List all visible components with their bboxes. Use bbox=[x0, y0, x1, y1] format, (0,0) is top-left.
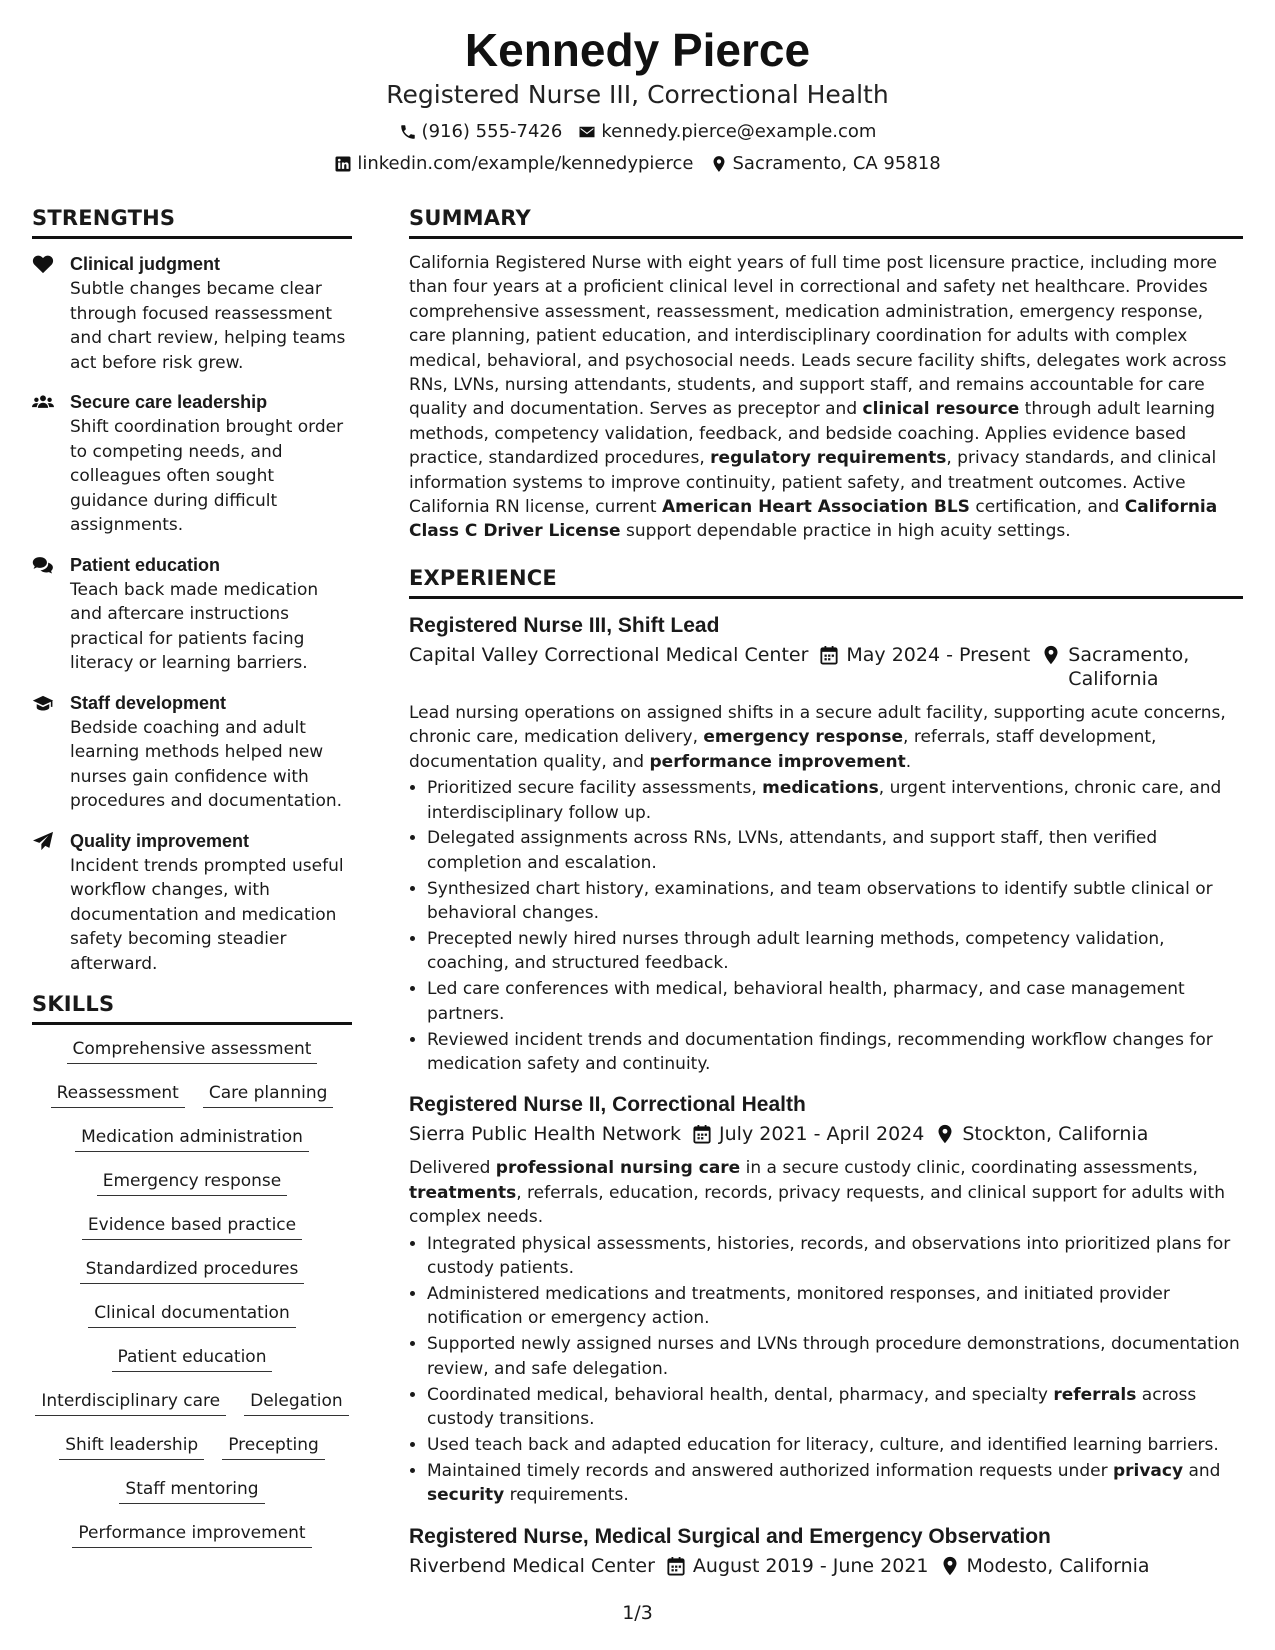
list-item bbox=[427, 877, 1243, 926]
phone-text: (916) 555-7426 bbox=[421, 121, 563, 142]
text-run: across custody transitions. bbox=[427, 1384, 1197, 1430]
list-item bbox=[427, 977, 1243, 1026]
list-item bbox=[427, 1028, 1243, 1077]
strength-item bbox=[32, 552, 352, 676]
job-meta bbox=[409, 1122, 1243, 1146]
list-item bbox=[427, 776, 1243, 825]
text-run: . bbox=[905, 751, 912, 772]
text-run: , urgent interventions, chronic care, and interdisciplinary follow up. bbox=[427, 778, 1222, 823]
candidate-name: Kennedy Pierce bbox=[464, 24, 811, 76]
email-text[interactable]: kennedy.pierce@example.com bbox=[601, 121, 877, 142]
skill-row bbox=[32, 1389, 352, 1416]
text-run: Used teach back and adapted education for literacy, culture, and identified learning barriers. bbox=[427, 1434, 1219, 1455]
skill-row bbox=[32, 1477, 352, 1504]
location-text: Stockton, California bbox=[962, 1123, 1149, 1146]
strength-title: Clinical judgment bbox=[70, 254, 221, 274]
job-bullets bbox=[409, 776, 1243, 1076]
skill-tag: Patient education bbox=[112, 1345, 273, 1372]
text-run: support dependable practice in high acuity settings. bbox=[620, 521, 1071, 542]
experience-list bbox=[409, 611, 1243, 1578]
skill-row bbox=[32, 1037, 352, 1064]
text-run: , referrals, education, records, privacy requests, and clinical support for adults with complex needs. bbox=[409, 1182, 1225, 1228]
strengths-list bbox=[32, 251, 352, 976]
strength-item bbox=[32, 690, 352, 814]
bold-text: regulatory requirements bbox=[710, 448, 947, 469]
resume-header bbox=[0, 22, 1275, 178]
bold-text: California Class C Driver License bbox=[409, 497, 1218, 542]
comments-icon bbox=[32, 555, 54, 575]
text-run: Maintained timely records and answered authorized information requests under bbox=[427, 1460, 1113, 1481]
heart-icon bbox=[32, 254, 54, 274]
text-run: Integrated physical assessments, histories, records, and observations into prioritized plans for custody patients. bbox=[427, 1233, 1231, 1279]
skill-tag: Comprehensive assessment bbox=[67, 1037, 318, 1064]
skill-tag: Emergency response bbox=[97, 1169, 288, 1196]
skill-row bbox=[32, 1125, 352, 1152]
dates-text: May 2024 - Present bbox=[846, 643, 1031, 666]
strength-title: Staff development bbox=[70, 692, 227, 713]
linkedin-contact[interactable] bbox=[334, 150, 693, 178]
skill-tag: Shift leadership bbox=[59, 1433, 204, 1460]
candidate-title: Registered Nurse III, Correctional Health bbox=[386, 80, 889, 109]
company-name: Riverbend Medical Center bbox=[409, 1554, 655, 1577]
job-intro bbox=[409, 701, 1243, 774]
text-run: Reviewed incident trends and documentation findings, recommending workflow changes for medication safety and continuity. bbox=[427, 1029, 1213, 1075]
job-intro bbox=[409, 1156, 1243, 1229]
text-run: Prioritized secure facility assessments, bbox=[427, 778, 763, 799]
strength-title: Patient education bbox=[70, 554, 221, 575]
location-contact bbox=[710, 150, 941, 178]
text-run: certification, and bbox=[969, 497, 1125, 518]
job-location bbox=[941, 1554, 1150, 1578]
skill-tag: Standardized procedures bbox=[80, 1257, 305, 1284]
text-run: Delegated assignments across RNs, LVNs, attendants, and support staff, then verified completion and escalation. bbox=[427, 828, 1158, 873]
left-column bbox=[32, 204, 352, 1565]
text-run: Precepted newly hired nurses through adult learning methods, competency validation, coaching, and structured feedback. bbox=[427, 929, 1165, 974]
skill-row bbox=[32, 1213, 352, 1240]
text-run: in a secure custody clinic, coordinating assessments, bbox=[740, 1158, 1198, 1179]
skill-tag: Delegation bbox=[244, 1389, 349, 1416]
strength-desc: Shift coordination brought order to competing needs, and colleagues often sought guidance during difficult assignments. bbox=[70, 417, 344, 535]
strength-desc: Teach back made medication and aftercare instructions practical for patients facing literacy or learning barriers. bbox=[70, 579, 319, 673]
map-marker-icon bbox=[710, 155, 728, 173]
job-meta bbox=[409, 1554, 1243, 1578]
skill-row bbox=[32, 1301, 352, 1328]
job-dates bbox=[693, 1122, 924, 1146]
text-run: requirements. bbox=[504, 1485, 629, 1506]
strength-title: Quality improvement bbox=[70, 830, 250, 851]
strength-desc: Incident trends prompted useful workflow changes, with documentation and medication safety becoming steadier afterward. bbox=[70, 855, 344, 974]
text-run: Lead nursing operations on assigned shifts in a secure adult facility, supporting acute concerns, chronic care, medication delivery, bbox=[409, 702, 1226, 748]
job-dates bbox=[667, 1554, 929, 1578]
strengths-heading: STRENGTHS bbox=[32, 204, 352, 239]
page-number: 1/3 bbox=[622, 1602, 653, 1624]
job-title: Registered Nurse, Medical Surgical and Emergency Observation bbox=[409, 1524, 1051, 1548]
bold-text: emergency response bbox=[703, 727, 904, 748]
list-item bbox=[427, 1232, 1243, 1281]
skill-row bbox=[32, 1257, 352, 1284]
dates-text: July 2021 - April 2024 bbox=[719, 1123, 925, 1146]
calendar-icon bbox=[820, 645, 838, 665]
skill-tag: Interdisciplinary care bbox=[35, 1389, 226, 1416]
skill-tag: Reassessment bbox=[51, 1081, 185, 1108]
text-run: Supported newly assigned nurses and LVNs through procedure demonstrations, documentation review, and safe delegation. bbox=[427, 1334, 1240, 1379]
skill-row bbox=[32, 1081, 352, 1108]
bold-text: clinical resource bbox=[862, 399, 1020, 420]
list-item bbox=[427, 826, 1243, 875]
text-run: and bbox=[1183, 1460, 1221, 1481]
strength-item bbox=[32, 828, 352, 977]
bold-text: medications bbox=[762, 778, 879, 799]
strength-item bbox=[32, 389, 352, 538]
map-marker-icon bbox=[1042, 645, 1060, 665]
bold-text: security bbox=[427, 1485, 505, 1506]
linkedin-icon bbox=[334, 155, 352, 173]
job-title: Registered Nurse III, Shift Lead bbox=[409, 613, 720, 637]
skill-row bbox=[32, 1169, 352, 1196]
phone-contact bbox=[399, 118, 563, 146]
strength-desc: Bedside coaching and adult learning methods helped new nurses gain confidence with procedures and documentation. bbox=[70, 717, 343, 811]
text-run: California Registered Nurse with eight years of full time post licensure practice, including more than four years at a proficient clinical level in correctional and safety net healthcare. Provides comprehensive assessment, reassessment, medication administration, emergency response, care planning, patient education, and interdisciplinary coordination for adults with complex medical, behavioral, and psychosocial needs. Leads secure facility shifts, delegates work across RNs, LVNs, nursing attendants, students, and support staff, and remains accountable for care quality and documentation. Serves as preceptor and bbox=[409, 253, 1227, 420]
job-title: Registered Nurse II, Correctional Health bbox=[409, 1093, 806, 1117]
skill-tag: Precepting bbox=[222, 1433, 325, 1460]
paper-plane-icon bbox=[32, 831, 54, 851]
text-run: Delivered bbox=[409, 1158, 496, 1179]
linkedin-text[interactable]: linkedin.com/example/kennedypierce bbox=[357, 153, 694, 174]
list-item bbox=[427, 1459, 1243, 1508]
email-contact[interactable] bbox=[578, 118, 876, 146]
text-run: , privacy standards, and clinical information systems to improve continuity, patient safety, and treatment outcomes. Active California RN license, current bbox=[409, 448, 1217, 518]
skills-heading: SKILLS bbox=[32, 990, 352, 1025]
list-item bbox=[427, 1433, 1243, 1457]
job-location bbox=[936, 1122, 1148, 1146]
text-run: , referrals, staff development, documentation quality, and bbox=[409, 727, 1157, 772]
list-item bbox=[427, 927, 1243, 976]
skill-tag: Performance improvement bbox=[72, 1521, 311, 1548]
skill-row bbox=[32, 1521, 352, 1548]
map-marker-icon bbox=[941, 1556, 959, 1576]
job-entry bbox=[409, 611, 1243, 1077]
company-name: Sierra Public Health Network bbox=[409, 1123, 682, 1146]
list-item bbox=[427, 1332, 1243, 1381]
experience-heading: EXPERIENCE bbox=[409, 564, 1243, 599]
phone-icon bbox=[399, 123, 417, 141]
skill-tag: Medication administration bbox=[75, 1125, 309, 1152]
company-name: Capital Valley Correctional Medical Center bbox=[409, 643, 809, 666]
summary-heading: SUMMARY bbox=[409, 204, 1243, 239]
job-meta bbox=[409, 643, 1243, 691]
job-entry bbox=[409, 1090, 1243, 1507]
strength-desc: Subtle changes became clear through focused reassessment and chart review, helping teams act before risk grew. bbox=[70, 279, 346, 373]
map-marker-icon bbox=[936, 1124, 954, 1144]
skill-row bbox=[32, 1433, 352, 1460]
bold-text: treatments bbox=[409, 1182, 517, 1203]
skill-tag: Evidence based practice bbox=[82, 1213, 302, 1240]
job-dates bbox=[820, 643, 1030, 691]
bold-text: referrals bbox=[1053, 1384, 1137, 1405]
location-text: Modesto, California bbox=[966, 1554, 1150, 1577]
list-item bbox=[427, 1383, 1243, 1432]
skill-row bbox=[32, 1345, 352, 1372]
location-text: Sacramento, California bbox=[1068, 643, 1190, 690]
graduation-cap-icon bbox=[32, 693, 54, 713]
dates-text: August 2019 - June 2021 bbox=[692, 1554, 929, 1577]
contact-row-2 bbox=[0, 150, 1275, 178]
right-column bbox=[409, 204, 1243, 1592]
job-entry bbox=[409, 1522, 1243, 1578]
users-icon bbox=[32, 392, 54, 412]
strength-item bbox=[32, 251, 352, 375]
envelope-icon bbox=[578, 123, 596, 141]
bold-text: performance improvement bbox=[649, 751, 906, 772]
bold-text: professional nursing care bbox=[495, 1158, 741, 1179]
text-run: Led care conferences with medical, behavioral health, pharmacy, and case management partners. bbox=[427, 979, 1185, 1024]
skill-tag: Clinical documentation bbox=[88, 1301, 295, 1328]
contact-row-1 bbox=[0, 118, 1275, 146]
skill-tag: Staff mentoring bbox=[119, 1477, 264, 1504]
calendar-icon bbox=[693, 1124, 711, 1144]
list-item bbox=[427, 1282, 1243, 1331]
job-bullets bbox=[409, 1232, 1243, 1508]
strength-title: Secure care leadership bbox=[70, 392, 268, 412]
skills-list bbox=[32, 1037, 352, 1548]
text-run: Synthesized chart history, examinations, and team observations to identify subtle clinical or behavioral changes. bbox=[427, 878, 1213, 924]
bold-text: American Heart Association BLS bbox=[661, 497, 970, 518]
text-run: Administered medications and treatments, monitored responses, and initiated provider notification or emergency action. bbox=[427, 1284, 1170, 1329]
bold-text: privacy bbox=[1112, 1460, 1184, 1481]
text-run: Coordinated medical, behavioral health, dental, pharmacy, and specialty bbox=[427, 1384, 1054, 1405]
skill-tag: Care planning bbox=[203, 1081, 334, 1108]
job-location bbox=[1042, 643, 1218, 691]
text-run: through adult learning methods, competency validation, feedback, and bedside coaching. Applies evidence based practice, standardized procedures, bbox=[409, 399, 1216, 469]
calendar-icon bbox=[667, 1556, 685, 1576]
summary-text bbox=[409, 251, 1243, 544]
location-text: Sacramento, CA 95818 bbox=[732, 153, 941, 174]
